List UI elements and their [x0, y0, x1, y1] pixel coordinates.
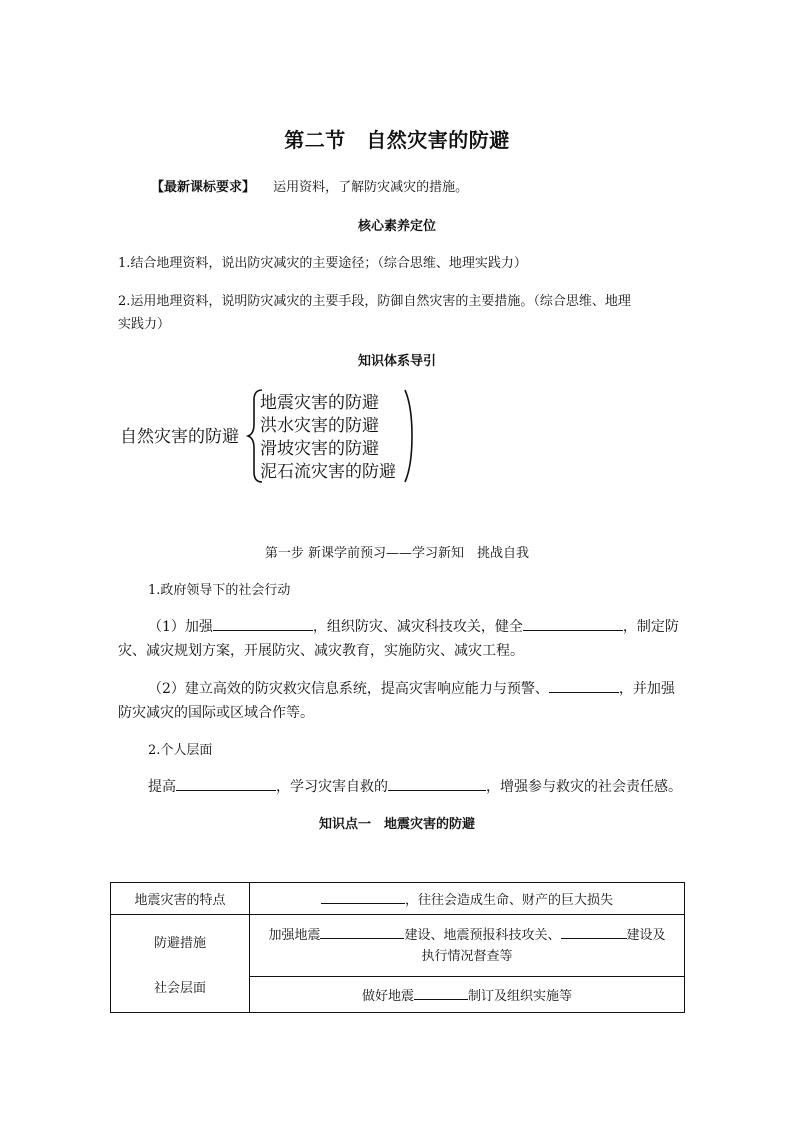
fill-blank[interactable]	[388, 776, 486, 791]
p2-text-b: ，并加强	[618, 681, 675, 697]
p3-text-b: ，学习灾害自救的	[276, 779, 388, 795]
earthquake-table	[110, 882, 685, 1013]
knowledge-point-1-heading: 知识点一 地震灾害的防避	[318, 817, 475, 832]
measures-line2: 执行情况督查等	[421, 948, 513, 964]
core-item-2-line1: 2.运用地理资料，说明防灾减灾的主要手段，防御自然灾害的主要措施。（综合思维、地理	[118, 294, 631, 309]
table-text: 做好地震	[361, 989, 414, 1004]
measures-label: 防避措施	[153, 935, 206, 951]
p1-text-a: （1）加强	[148, 619, 213, 635]
table-cell-measures-1	[250, 915, 685, 977]
diagram-branch-2: 洪水灾害的防避	[260, 416, 379, 436]
p1-text-c: ，制定防	[622, 619, 679, 635]
p3-text-c: ，增强参与救灾的社会责任感。	[486, 779, 682, 795]
fill-blank[interactable]	[414, 986, 468, 1000]
fill-blank[interactable]	[523, 616, 623, 631]
table-row	[111, 915, 685, 977]
diagram-branch-1: 地震灾害的防避	[260, 393, 379, 413]
social-level-label: 社会层面	[153, 980, 206, 996]
fill-blank[interactable]	[321, 890, 405, 904]
section-1-title: 1.政府领导下的社会行动	[148, 583, 291, 598]
table-cell-characteristics	[250, 883, 685, 915]
table-cell-characteristics-label: 地震灾害的特点	[111, 883, 250, 915]
p1-text-b: ，组织防灾、减灾科技攻关，健全	[312, 619, 523, 635]
core-literacy-heading: 核心素养定位	[357, 219, 436, 234]
paragraph-3	[148, 776, 682, 796]
knowledge-system-heading: 知识体系导引	[357, 354, 436, 369]
table-text: 制订及组织实施等	[468, 989, 573, 1004]
table-cell-measures-2	[250, 977, 685, 1013]
p3-text-a: 提高	[148, 779, 176, 795]
table-row	[111, 883, 685, 915]
core-item-1: 1.结合地理资料，说出防灾减灾的主要途径；（综合思维、地理实践力）	[118, 256, 527, 271]
fill-blank[interactable]	[549, 678, 619, 693]
fill-blank[interactable]	[561, 925, 627, 939]
step1-heading: 第一步 新课学前预习——学习新知 挑战自我	[264, 546, 530, 561]
diagram-branch-3: 滑坡灾害的防避	[260, 439, 379, 459]
section-2-title: 2.个人层面	[148, 743, 213, 758]
right-brace	[402, 386, 418, 486]
table-text: ，往往会造成生命、财产的巨大损失	[404, 893, 613, 908]
diagram-branch-4: 泥石流灾害的防避	[260, 462, 396, 482]
paragraph-2-line1	[148, 678, 675, 698]
p2-text-a: （2）建立高效的防灾救灾信息系统，提高灾害响应能力与预警、	[148, 681, 549, 697]
fill-blank[interactable]	[213, 616, 313, 631]
page-title: 第二节 自然灾害的防避	[284, 128, 510, 152]
diagram-root-topic: 自然灾害的防避	[120, 427, 239, 447]
paragraph-1-line1	[148, 616, 679, 636]
fill-blank[interactable]	[176, 776, 276, 791]
fill-blank[interactable]	[320, 925, 404, 939]
table-cell-measures-label	[111, 915, 250, 1013]
paragraph-1-line2: 灾、减灾规划方案，开展防灾、减灾教育，实施防灾、减灾工程。	[118, 643, 524, 659]
paragraph-2-line2: 防灾减灾的国际或区域合作等。	[118, 705, 314, 721]
table-text: 建设及	[626, 927, 666, 943]
table-text: 加强地震	[268, 927, 321, 943]
core-item-2-line2: 实践力）	[118, 317, 171, 332]
requirement-text: 运用资料，了解防灾减灾的措施。	[273, 180, 469, 195]
requirement-tag: 【最新课标要求】	[151, 180, 256, 195]
measures-line1	[250, 925, 684, 946]
curriculum-requirement	[151, 176, 468, 195]
table-text: 建设、地震预报科技攻关、	[404, 927, 561, 943]
